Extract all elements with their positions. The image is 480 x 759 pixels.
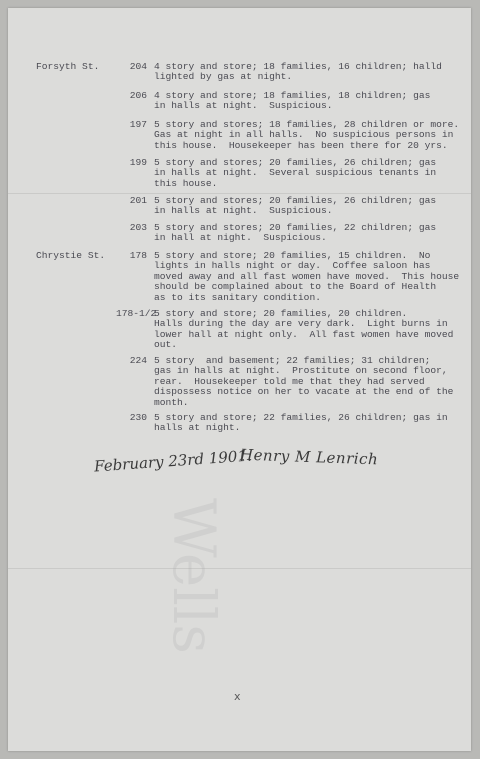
signature: Henry M Lenrich bbox=[239, 445, 379, 469]
street-name: Forsyth St. bbox=[36, 61, 100, 72]
entry-text: 5 story and stores; 18 families, 28 children or more. Gas at night in all halls. No suspicious persons in this house. Housekeeper has been there for 20 yrs. bbox=[154, 119, 460, 151]
house-number: 201 bbox=[129, 195, 147, 206]
document-page bbox=[8, 8, 471, 751]
entry-text: 4 story and store; 18 families, 18 children; gas in halls at night. Suspicious. bbox=[154, 90, 431, 112]
entry-text: 5 story and store; 20 families, 20 children. Halls during the day are very dark. Light burns in lower hall at night only. All fast women have moved out. bbox=[154, 308, 454, 351]
fold-line bbox=[8, 193, 471, 194]
house-number: 203 bbox=[129, 222, 147, 233]
entry-text: 4 story and store; 18 families, 16 children; halld lighted by gas at night. bbox=[154, 61, 442, 83]
entry-text: 5 story and stores; 20 families, 26 children; gas in halls at night. Suspicious. bbox=[154, 195, 437, 217]
entry-text: 5 story and store; 20 families, 15 children. No lights in halls night or day. Coffee saloon has moved away and all fast women have moved. This house should be complained about to the Board of Health as to its sanitary condition. bbox=[154, 250, 460, 303]
handwritten-date: February 23rd 1901. bbox=[93, 446, 253, 476]
fold-line bbox=[8, 568, 471, 569]
house-number: 224 bbox=[129, 355, 147, 366]
entry-text: 5 story and stores; 20 families, 22 children; gas in hall at night. Suspicious. bbox=[154, 222, 437, 244]
house-number: 230 bbox=[129, 412, 147, 423]
watermark: Wells bbox=[160, 498, 228, 655]
house-number: 199 bbox=[129, 157, 147, 168]
house-number: 178 bbox=[129, 250, 147, 261]
pencil-mark: x bbox=[234, 690, 241, 703]
house-number: 206 bbox=[129, 90, 147, 101]
entry-text: 5 story and basement; 22 families; 31 children; gas in halls at night. Prostitute on second floor, rear. Housekeeper told me that they had served dispossess notice on her to vacate at the end of the month. bbox=[154, 355, 454, 408]
entry-text: 5 story and store; 22 families, 26 children; gas in halls at night. bbox=[154, 412, 448, 434]
street-name: Chrystie St. bbox=[36, 250, 106, 261]
house-number: 204 bbox=[129, 61, 147, 72]
entry-text: 5 story and stores; 20 families, 26 children; gas in halls at night. Several suspicious tenants in this house. bbox=[154, 157, 437, 189]
house-number: 178-1/2 bbox=[116, 308, 157, 319]
house-number: 197 bbox=[129, 119, 147, 130]
